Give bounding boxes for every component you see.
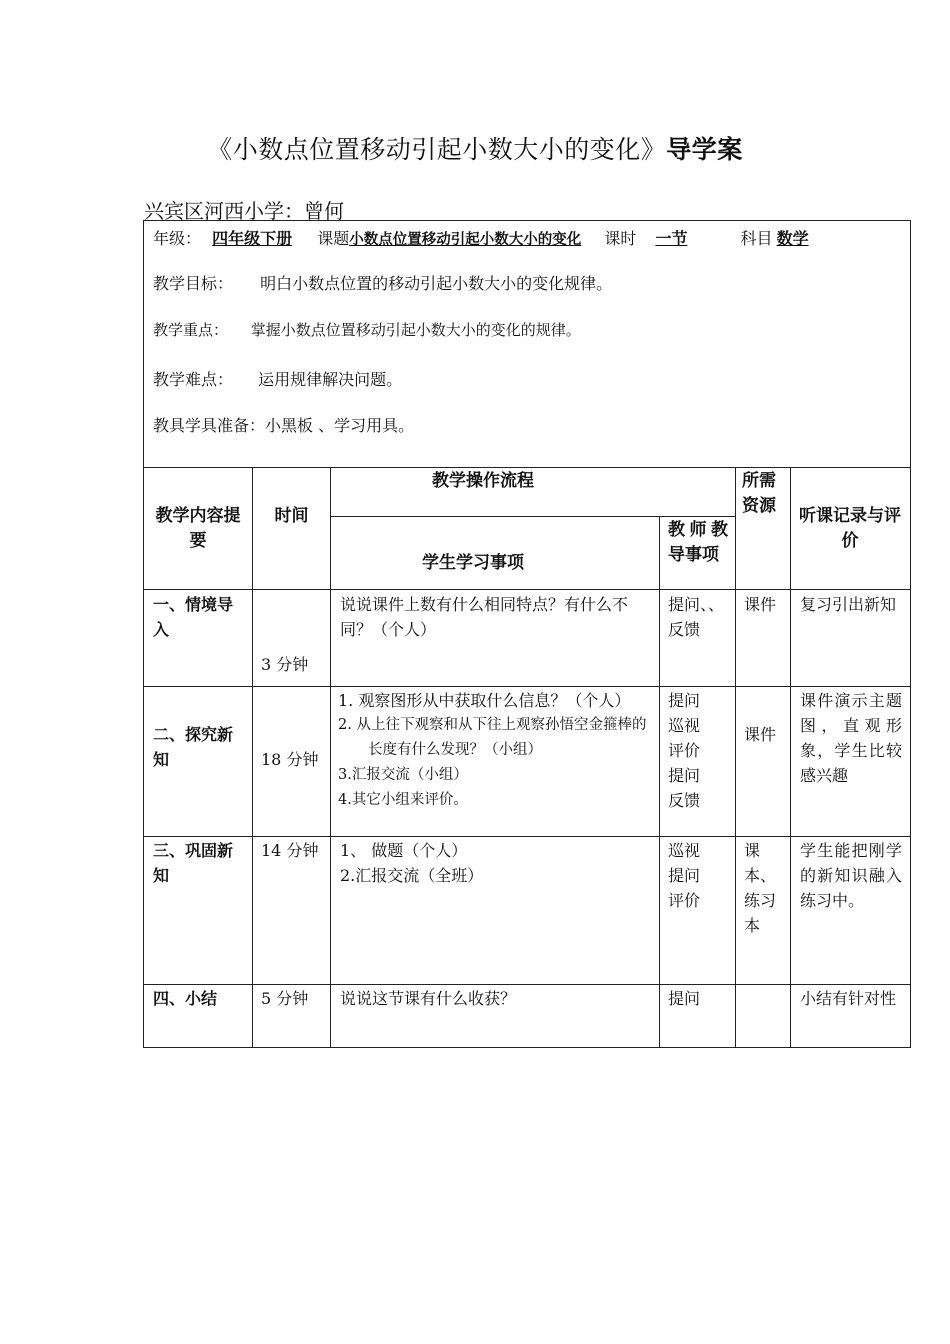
row-1-student xyxy=(340,592,652,642)
difficulty-label: 教学难点： xyxy=(153,370,234,389)
grid-line xyxy=(330,516,735,517)
row-4-content: 四、小结 xyxy=(153,989,218,1008)
grid-line xyxy=(790,467,791,1048)
row-4-student xyxy=(340,986,652,1011)
row-2-notes: 课件演示主题图，直观形象，学生比较感兴趣 xyxy=(800,691,902,785)
teaching-focus xyxy=(153,319,581,340)
row-4-teacher: 提问 xyxy=(668,989,701,1008)
grid-line xyxy=(252,467,253,1048)
period-value: 一节 xyxy=(655,229,688,248)
subject-label: 科目 xyxy=(740,229,773,248)
grid-line xyxy=(659,516,660,1048)
header-content: 教学内容提要 xyxy=(155,506,241,551)
row-1-notes: 复习引出新知 xyxy=(800,595,897,614)
course-info-line xyxy=(153,226,815,249)
row-2-student-item: 2. 从上往下观察和从下往上观察孙悟空金箍棒的长度有什么发现？（小组） xyxy=(338,717,647,758)
row-1-content: 一、情境导入 xyxy=(153,595,234,639)
focus-label: 教学重点： xyxy=(153,321,229,339)
row-3-student xyxy=(340,838,652,888)
grid-line xyxy=(735,467,736,1048)
title-suffix: 导学案 xyxy=(666,135,743,164)
row-2-student-item: 1. 观察图形从中获取什么信息？（个人） xyxy=(338,691,631,710)
grid-line xyxy=(143,589,911,590)
row-3-time: 14 分钟 xyxy=(261,841,319,860)
header-process: 教学操作流程 xyxy=(432,471,534,491)
grid-line xyxy=(143,836,911,837)
header-student: 学生学习事项 xyxy=(422,553,524,573)
row-4-time: 5 分钟 xyxy=(261,989,309,1008)
row-4-student-item: 说说这节课有什么收获？ xyxy=(340,989,517,1008)
period-label: 课时 xyxy=(604,229,637,248)
grid-line xyxy=(143,467,911,468)
goal-value: 明白小数点位置的移动引起小数大小的变化规律。 xyxy=(260,274,613,293)
header-notes: 听课记录与评价 xyxy=(799,506,901,551)
focus-value: 掌握小数点位置移动引起小数大小的变化的规律。 xyxy=(250,321,581,339)
tools-line: 教具学具准备：小黑板 、学习用具。 xyxy=(153,416,415,435)
row-3-student-item: 1、 做题（个人） xyxy=(340,841,468,860)
row-2-student xyxy=(338,688,654,813)
row-4-notes: 小结有针对性 xyxy=(800,989,897,1008)
header-teacher: 教师教导事项 xyxy=(668,520,728,565)
teaching-difficulty xyxy=(153,367,402,390)
goal-label: 教学目标： xyxy=(153,274,234,293)
row-3-notes: 学生能把刚学的新知识融入练习中。 xyxy=(800,841,902,910)
topic-label: 课题 xyxy=(317,229,350,248)
subject-value: 数学 xyxy=(776,229,809,248)
row-2-content: 二、探究新知 xyxy=(153,725,234,769)
document-title xyxy=(0,130,950,166)
difficulty-value: 运用规律解决问题。 xyxy=(258,370,403,389)
header-time: 时间 xyxy=(274,506,309,526)
grade-label: 年级： xyxy=(153,229,202,248)
grade-value: 四年级下册 xyxy=(212,229,293,248)
row-2-student-item: 4.其它小组来评价。 xyxy=(338,792,468,808)
row-3-content: 三、巩固新知 xyxy=(153,841,234,885)
row-1-teacher: 提问、、反馈 xyxy=(668,595,725,639)
row-3-student-item: 2.汇报交流（全班） xyxy=(340,866,484,885)
row-2-teacher: 提问巡视评价提问反馈 xyxy=(668,691,701,810)
grid-line xyxy=(143,686,911,687)
row-1-student-item: 说说课件上数有什么相同特点？有什么不同？（个人） xyxy=(340,595,629,639)
row-2-student-item: 3.汇报交流（小组） xyxy=(338,767,468,783)
row-3-teacher: 巡视提问评价 xyxy=(668,841,701,910)
title-main: 《小数点位置移动引起小数大小的变化》 xyxy=(207,135,667,164)
topic-value: 小数点位置移动引起小数大小的变化 xyxy=(349,231,582,248)
row-3-resources: 课本、练习本 xyxy=(744,841,777,935)
author-line: 兴宾区河西小学：曾何 xyxy=(144,199,344,223)
row-2-resources: 课件 xyxy=(744,725,777,744)
row-1-time: 3 分钟 xyxy=(261,655,309,674)
row-2-time: 18 分钟 xyxy=(261,750,319,769)
grid-line xyxy=(143,984,911,985)
row-1-resources: 课件 xyxy=(744,595,777,614)
teaching-goal xyxy=(153,271,612,294)
header-resources: 所需资源 xyxy=(742,471,776,516)
